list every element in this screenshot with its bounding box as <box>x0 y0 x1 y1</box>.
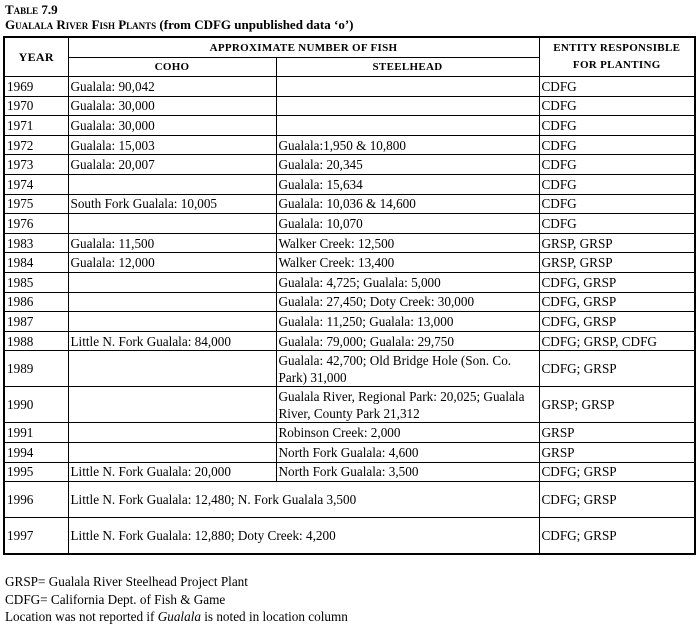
cell-entity: CDFG <box>539 214 695 234</box>
table-row <box>4 135 695 155</box>
fish-plants-table <box>3 36 696 555</box>
note-location <box>5 608 348 626</box>
table-title-rest: (from CDFG unpublished data ‘o’) <box>156 17 354 32</box>
cell-year: 1995 <box>4 462 68 482</box>
cell-year: 1970 <box>4 96 68 116</box>
cell-coho: Gualala: 12,000 <box>68 253 276 273</box>
table-title <box>5 17 353 32</box>
cell-year: 1988 <box>4 331 68 351</box>
table-row <box>4 194 695 214</box>
table-row <box>4 214 695 234</box>
cell-steelhead: Gualala: 15,634 <box>276 174 539 194</box>
cell-steelhead: North Fork Gualala: 3,500 <box>276 462 539 482</box>
cell-steelhead: Gualala: 4,725; Gualala: 5,000 <box>276 272 539 292</box>
cell-year: 1987 <box>4 312 68 332</box>
table-number-text: Table 7.9 <box>5 2 58 17</box>
cell-coho <box>68 351 276 387</box>
cell-entity: GRSP, GRSP <box>539 233 695 253</box>
cell-year: 1994 <box>4 442 68 462</box>
cell-entity: CDFG <box>539 135 695 155</box>
header-coho: COHO <box>68 58 276 77</box>
cell-steelhead: Walker Creek: 12,500 <box>276 233 539 253</box>
cell-steelhead <box>276 116 539 136</box>
table-row <box>4 442 695 462</box>
table-number <box>5 2 353 17</box>
cell-coho: Gualala: 15,003 <box>68 135 276 155</box>
note-location-post: is noted in location column <box>200 609 348 624</box>
cell-entity: CDFG <box>539 77 695 97</box>
cell-steelhead: Gualala: 20,345 <box>276 155 539 175</box>
cell-coho <box>68 174 276 194</box>
cell-entity: CDFG; GRSP, CDFG <box>539 331 695 351</box>
table-row <box>4 96 695 116</box>
cell-entity: CDFG, GRSP <box>539 272 695 292</box>
cell-year: 1996 <box>4 482 68 518</box>
cell-coho <box>68 387 276 423</box>
table-row <box>4 77 695 97</box>
table-title-sc: Gualala River Fish Plants <box>5 17 157 32</box>
cell-coho: Gualala: 20,007 <box>68 155 276 175</box>
header-year: YEAR <box>4 37 68 77</box>
note-location-pre: Location was not reported if <box>5 609 158 624</box>
cell-coho <box>68 272 276 292</box>
table-row <box>4 292 695 312</box>
note-location-em: Gualala <box>157 609 201 624</box>
cell-entity: CDFG, GRSP <box>539 292 695 312</box>
table-body <box>4 77 695 555</box>
cell-coho: Gualala: 30,000 <box>68 116 276 136</box>
table-caption <box>5 2 353 32</box>
cell-year: 1985 <box>4 272 68 292</box>
cell-year: 1973 <box>4 155 68 175</box>
cell-entity: CDFG; GRSP <box>539 462 695 482</box>
cell-coho: Little N. Fork Gualala: 20,000 <box>68 462 276 482</box>
cell-steelhead <box>276 77 539 97</box>
cell-year: 1969 <box>4 77 68 97</box>
table-row <box>4 312 695 332</box>
cell-entity: CDFG <box>539 116 695 136</box>
header-approx: APPROXIMATE NUMBER OF FISH <box>68 37 539 58</box>
cell-steelhead: Gualala: 42,700; Old Bridge Hole (Son. Co. Park) 31,000 <box>276 351 539 387</box>
cell-coho-steelhead: Little N. Fork Gualala: 12,880; Doty Creek: 4,200 <box>68 518 539 555</box>
cell-year: 1975 <box>4 194 68 214</box>
cell-year: 1976 <box>4 214 68 234</box>
cell-steelhead: Gualala:1,950 & 10,800 <box>276 135 539 155</box>
cell-coho: Gualala: 30,000 <box>68 96 276 116</box>
cell-year: 1984 <box>4 253 68 273</box>
table-row <box>4 351 695 387</box>
cell-steelhead: Gualala: 11,250; Gualala: 13,000 <box>276 312 539 332</box>
header-steelhead: STEELHEAD <box>276 58 539 77</box>
cell-steelhead: Gualala: 10,036 & 14,600 <box>276 194 539 214</box>
table-row <box>4 174 695 194</box>
header-row-1 <box>4 37 695 58</box>
cell-steelhead: Gualala: 79,000; Gualala: 29,750 <box>276 331 539 351</box>
cell-entity: CDFG; GRSP <box>539 518 695 555</box>
cell-entity: CDFG <box>539 155 695 175</box>
cell-entity: GRSP <box>539 423 695 443</box>
cell-steelhead: Walker Creek: 13,400 <box>276 253 539 273</box>
cell-entity: CDFG, GRSP <box>539 312 695 332</box>
table-notes <box>5 573 348 626</box>
cell-coho <box>68 312 276 332</box>
cell-steelhead: Robinson Creek: 2,000 <box>276 423 539 443</box>
cell-steelhead: Gualala: 10,070 <box>276 214 539 234</box>
cell-year: 1989 <box>4 351 68 387</box>
table-row <box>4 482 695 518</box>
cell-year: 1983 <box>4 233 68 253</box>
table-row <box>4 233 695 253</box>
cell-coho <box>68 292 276 312</box>
cell-coho: South Fork Gualala: 10,005 <box>68 194 276 214</box>
cell-steelhead: North Fork Gualala: 4,600 <box>276 442 539 462</box>
cell-year: 1971 <box>4 116 68 136</box>
cell-coho <box>68 214 276 234</box>
cell-steelhead <box>276 96 539 116</box>
cell-year: 1990 <box>4 387 68 423</box>
cell-entity: CDFG; GRSP <box>539 351 695 387</box>
cell-steelhead: Gualala: 27,450; Doty Creek: 30,000 <box>276 292 539 312</box>
table-row <box>4 387 695 423</box>
cell-year: 1974 <box>4 174 68 194</box>
cell-coho <box>68 442 276 462</box>
cell-year: 1997 <box>4 518 68 555</box>
table-row <box>4 331 695 351</box>
table-row <box>4 253 695 273</box>
table-row <box>4 518 695 555</box>
cell-coho <box>68 423 276 443</box>
table-row <box>4 272 695 292</box>
table-row <box>4 462 695 482</box>
cell-entity: GRSP, GRSP <box>539 253 695 273</box>
cell-year: 1991 <box>4 423 68 443</box>
cell-entity: GRSP <box>539 442 695 462</box>
cell-entity: CDFG <box>539 194 695 214</box>
cell-coho: Little N. Fork Gualala: 84,000 <box>68 331 276 351</box>
cell-entity: CDFG <box>539 174 695 194</box>
note-grsp: GRSP= Gualala River Steelhead Project Plant <box>5 574 248 589</box>
cell-entity: CDFG; GRSP <box>539 482 695 518</box>
cell-coho: Gualala: 11,500 <box>68 233 276 253</box>
note-cdfg: CDFG= California Dept. of Fish & Game <box>5 591 226 607</box>
table-row <box>4 155 695 175</box>
table-row <box>4 423 695 443</box>
table-row <box>4 116 695 136</box>
cell-entity: CDFG <box>539 96 695 116</box>
cell-year: 1986 <box>4 292 68 312</box>
cell-coho-steelhead: Little N. Fork Gualala: 12,480; N. Fork Gualala 3,500 <box>68 482 539 518</box>
cell-year: 1972 <box>4 135 68 155</box>
header-entity: ENTITY RESPONSIBLE FOR PLANTING <box>539 37 695 77</box>
cell-coho: Gualala: 90,042 <box>68 77 276 97</box>
cell-steelhead: Gualala River, Regional Park: 20,025; Gualala River, County Park 21,312 <box>276 387 539 423</box>
cell-entity: GRSP; GRSP <box>539 387 695 423</box>
